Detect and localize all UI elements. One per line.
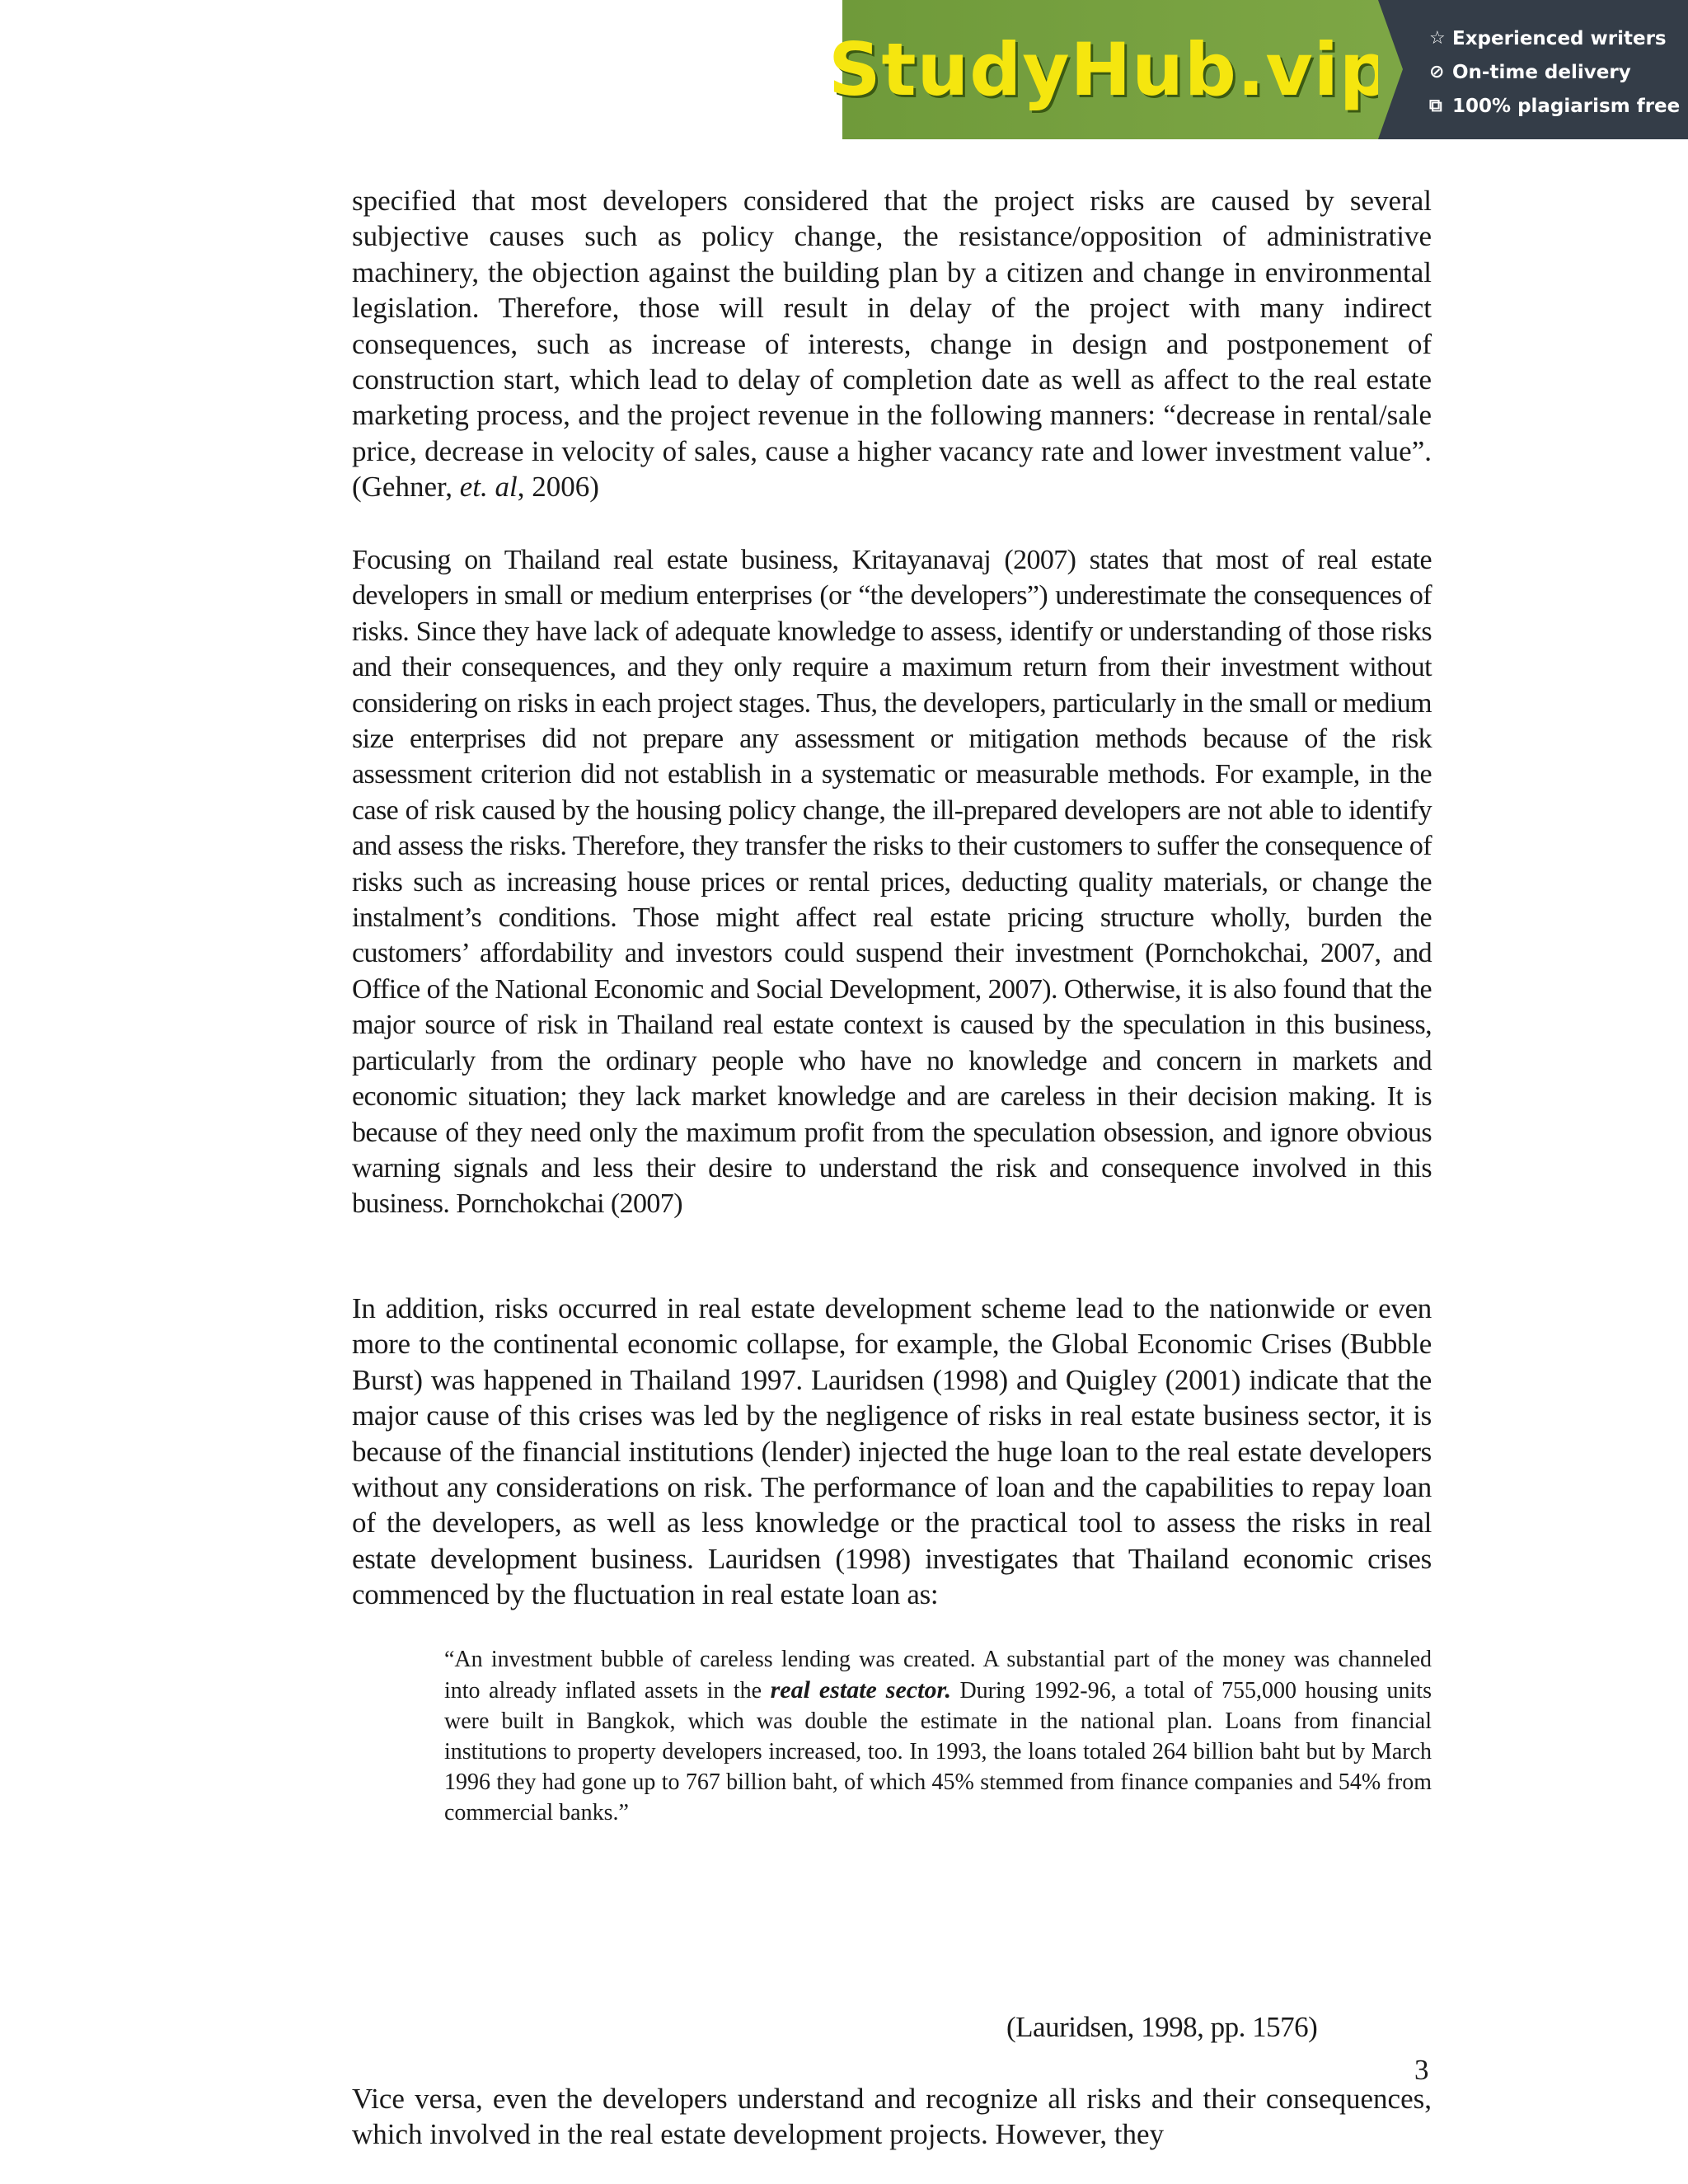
paragraph-1-tail: , 2006) [517,471,599,504]
quote-text [444,1644,1432,1828]
quote-citation: (Lauridsen, 1998, pp. 1576) [1006,2011,1318,2043]
star-icon: ☆ [1429,28,1446,49]
quote-emphasis: real estate sector. [770,1676,951,1704]
page-number: 3 [1414,2054,1429,2086]
block-quote [444,1644,1432,1828]
clock-icon: ⊘ [1429,62,1445,82]
paragraph-4: Vice versa, even the developers understand and recognize all risks and their consequences, which involved in the real estate development projects. However, they [352,2083,1432,2151]
paragraph-1 [352,183,1432,505]
studyhub-banner[interactable] [828,0,1688,139]
paragraph-1-text: specified that most developers considered that the project risks are caused by several subjective causes such as policy change, the resistance/opposition of administrative machinery, the objection against the building plan by a citizen and change in environmental legislation. Therefore, those will result in delay of the project with many indirect consequences, such as increase of interests, change in design and postponement of construction start, which lead to delay of completion date as well as affect to the real estate marketing process, and the project revenue in the following manners: “decrease in rental/sale price, decrease in velocity of sales, cause a higher vacancy rate and lower investment value”. (Gehner, [352,185,1432,504]
quote-after: During 1992-96, a total of 755,000 housing units were built in Bangkok, which was double the estimate in the national plan. Loans from financial institutions to property developers increased, too. In 1993, the loans totaled 264 billion baht but by March 1996 they had gone up to 767 billion baht, of which 45% stemmed from finance companies and 54% from commercial banks.” [444,1678,1432,1825]
paragraph-1-italic: et. al [459,471,518,504]
copy-icon: ⧉ [1429,96,1442,116]
quote-before: “An investment bubble of careless lending was created. A substantial part of the money was channeled into already inflated assets in the [444,1647,1432,1704]
logo-text: StudyHub.vip [828,27,1392,112]
feature-list [1378,0,1688,139]
feature-item [1429,55,1688,89]
feature-label: On-time delivery [1452,61,1631,83]
paragraph-3: In addition, risks occurred in real estate development scheme lead to the nationwide or even more to the continental economic collapse, for example, the Global Economic Crises (Bubble Burst) was happened in Thailand 1997. Lauridsen (1998) and Quigley (2001) indicate that the major cause of this crises was led by the negligence of risks in real estate business sector, it is because of the financial institutions (lender) injected the huge loan to the real estate developers without any considerations on risk. The performance of loan and the capabilities to repay loan of the developers, as well as less knowledge or the practical tool to assess the risks in real estate development business. Lauridsen (1998) investigates that Thailand economic crises commenced by the fluctuation in real estate loan as: [352,1292,1432,1611]
feature-item [1429,89,1688,123]
paragraph-2: Focusing on Thailand real estate business, Kritayanavaj (2007) states that most of real estate developers in small or medium enterprises (or “the developers”) underestimate the consequences of risks. Since they have lack of adequate knowledge to assess, identify or understanding of those risks and their consequences, and they only require a maximum return from their investment without considering on risks in each project stages. Thus, the developers, particularly in the small or medium size enterprises did not prepare any assessment or mitigation methods because of the risk assessment criterion did not establish in a systematic or measurable methods. For example, in the case of risk caused by the housing policy change, the ill-prepared developers are not able to identify and assess the risks. Therefore, they transfer the risks to their customers to suffer the consequence of risks such as increasing house prices or rental prices, deducting quality materials, or change the instalment’s conditions. Those might affect real estate pricing structure wholly, burden the customers’ affordability and investors could suspend their investment (Pornchokchai, 2007, and Office of the National Economic and Social Development, 2007). Otherwise, it is also found that the major source of risk in Thailand real estate context is caused by the speculation in this business, particularly from the ordinary people who have no knowledge and concern in markets and economic situation; they lack market knowledge and are careless in their decision making. It is because of they need only the maximum profit from the speculation obsession, and ignore obvious warning signals and less their desire to understand the risk and consequence involved in this business. Pornchokchai (2007) [352,545,1432,1220]
feature-label: 100% plagiarism free [1452,95,1681,117]
feature-label: Experienced writers [1452,27,1667,49]
studyhub-logo[interactable] [828,0,1392,139]
feature-item [1429,21,1688,55]
